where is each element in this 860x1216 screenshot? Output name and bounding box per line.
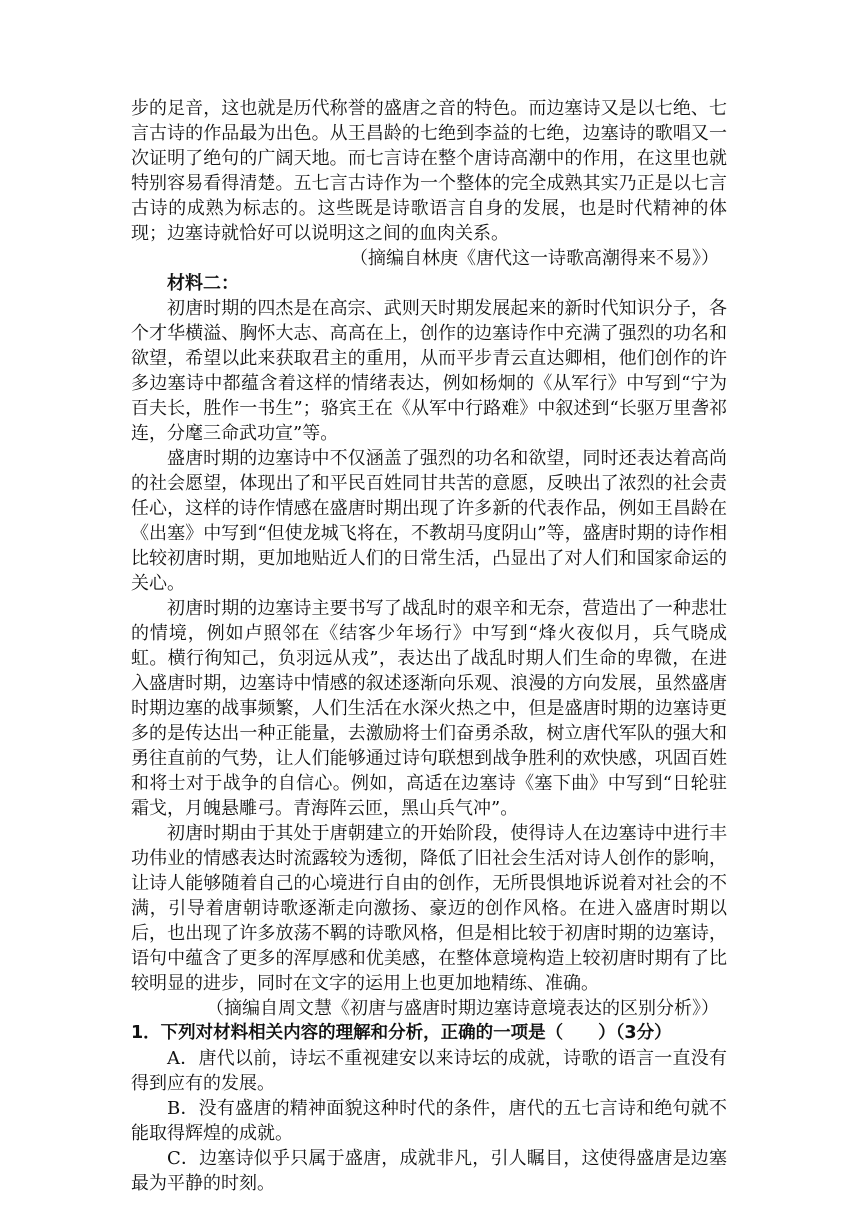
material1-source: （摘编自林庚《唐代这一诗歌高潮得来不易》） (350, 248, 719, 269)
material2-source: （摘编自周文慧《初唐与盛唐时期边塞诗意境表达的区别分析》） (206, 998, 719, 1019)
material1-tail-paragraph: 步的足音，这也就是历代称誉的盛唐之音的特色。而边塞诗又是以七绝、七言古诗的作品最为出色。从王昌龄的七绝到李益的七绝，边塞诗的歌唱又一次证明了绝句的广阔天地。而七言诗在整个唐诗高潮中的作用，在这里也就特别容易看得清楚。五七言古诗作为一个整体的完全成熟其实乃正是以七言古诗的成熟为标志的。这些既是诗歌语言自身的发展，也是时代精神的体现；边塞诗就恰好可以说明这之间的血肉关系。 (131, 98, 727, 244)
material2-title: 材料二： (167, 273, 239, 294)
question-1-stem: 1．下列对材料相关内容的理解和分析，正确的一项是（ ）（3分） (131, 1023, 672, 1043)
exam-page (131, 96, 727, 1196)
question-1-option-b: B．没有盛唐的精神面貌这种时代的条件，唐代的五七言诗和绝句就不能取得辉煌的成就。 (131, 1098, 727, 1144)
material2-paragraph: 初唐时期的四杰是在高宗、武则天时期发展起来的新时代知识分子，各个才华横溢、胸怀大志、高高在上，创作的边塞诗作中充满了强烈的功名和欲望，希望以此来获取君主的重用，从而平步青云直达卿相，他们创作的许多边塞诗中都蕴含着这样的情绪表达，例如杨炯的《从军行》中写到“宁为百夫长，胜作一书生”；骆宾王在《从军中行路难》中叙述到“长驱万里詟祁连，分麾三命武功宣”等。 (131, 298, 727, 444)
question-1-option-a: A．唐代以前，诗坛不重视建安以来诗坛的成就，诗歌的语言一直没有得到应有的发展。 (131, 1048, 727, 1094)
material2-paragraph: 初唐时期由于其处于唐朝建立的开始阶段，使得诗人在边塞诗中进行丰功伟业的情感表达时流露较为透彻，降低了旧社会生活对诗人创作的影响，让诗人能够随着自己的心境进行自由的创作，无所畏惧地诉说着对社会的不满，引导着唐朝诗歌逐渐走向激扬、豪迈的创作风格。在进入盛唐时期以后，也出现了许多放荡不羁的诗歌风格，但是相比较于初唐时期的边塞诗，语句中蕴含了更多的浑厚感和优美感，在整体意境构造上较初唐时期有了比较明显的进步，同时在文字的运用上也更加地精练、准确。 (131, 823, 727, 994)
question-1-option-c: C．边塞诗似乎只属于盛唐，成就非凡，引人瞩目，这使得盛唐是边塞最为平静的时刻。 (131, 1148, 727, 1194)
material2-paragraph: 初唐时期的边塞诗主要书写了战乱时的艰辛和无奈，营造出了一种悲壮的情境，例如卢照邻在《结客少年场行》中写到“烽火夜似月，兵气晓成虹。横行徇知己，负羽远从戎”，表达出了战乱时期人们生命的卑微，在进入盛唐时期，边塞诗中情感的叙述逐渐向乐观、浪漫的方向发展，虽然盛唐时期边塞的战事频繁，人们生活在水深火热之中，但是盛唐时期的边塞诗更多的是传达出一种正能量，去激励将士们奋勇杀敌，树立唐代军队的强大和勇往直前的气势，让人们能够通过诗句联想到战争胜利的欢快感，巩固百姓和将士对于战争的自信心。例如，高适在边塞诗《塞下曲》中写到“日轮驻霜戈，月魄悬雕弓。青海阵云匝，黑山兵气冲”。 (131, 598, 727, 819)
material2-paragraph: 盛唐时期的边塞诗中不仅涵盖了强烈的功名和欲望，同时还表达着高尚的社会愿望，体现出了和平民百姓同甘共苦的意愿，反映出了浓烈的社会责任心，这样的诗作情感在盛唐时期出现了许多新的代表作品，例如王昌龄在《出塞》中写到“但使龙城飞将在，不教胡马度阴山”等，盛唐时期的诗作相比较初唐时期，更加地贴近人们的日常生活，凸显出了对人们和国家命运的关心。 (131, 448, 727, 594)
